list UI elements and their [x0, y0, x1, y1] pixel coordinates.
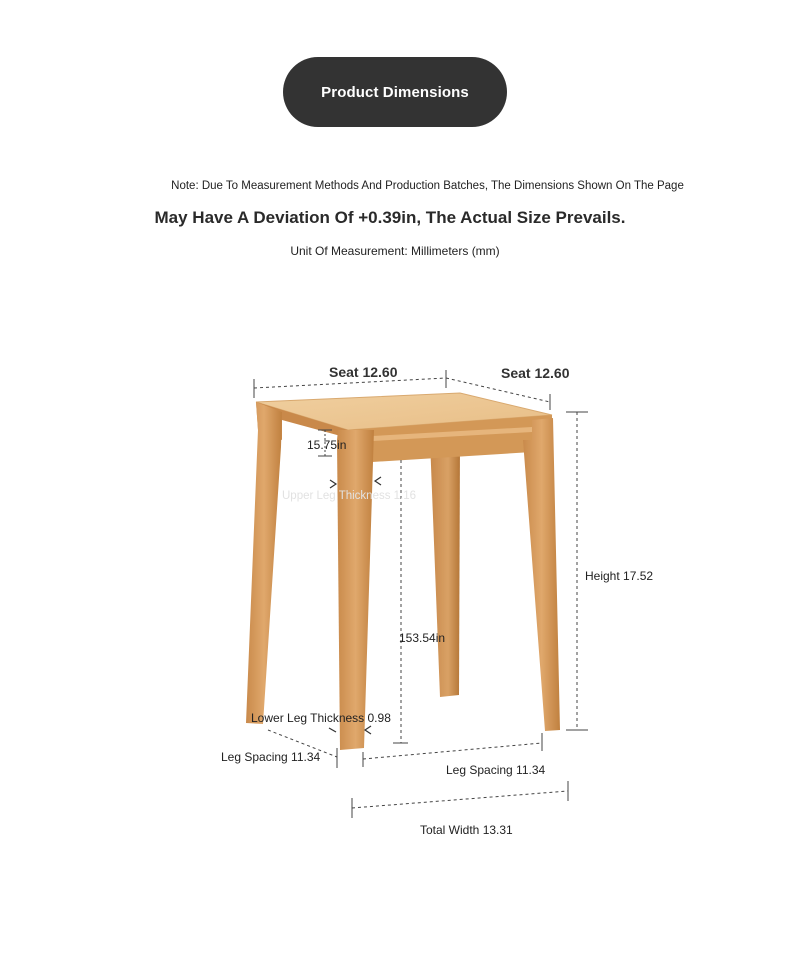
leg-spacing-right-label: Leg Spacing 11.34 [446, 763, 546, 777]
leg-spacing-left-label: Leg Spacing 11.34 [221, 750, 321, 764]
total-width-label: Total Width 13.31 [420, 823, 513, 837]
inner-height-label: 153.54in [399, 631, 446, 645]
lower-leg-thickness-label: Lower Leg Thickness 0.98 [251, 711, 391, 725]
seat-left-label: Seat 12.60 [329, 364, 398, 380]
front-leg-right [523, 418, 560, 731]
unit-of-measurement: Unit Of Measurement: Millimeters (mm) [290, 244, 500, 258]
note-line-2: May Have A Deviation Of +0.39in, The Actual Size Prevails. [154, 208, 626, 227]
back-leg-right [430, 440, 460, 697]
product-dimensions-button[interactable]: Product Dimensions [283, 57, 507, 127]
front-leg-front [337, 430, 374, 750]
note-line-1: Note: Due To Measurement Methods And Production Batches, The Dimensions Shown On The Page [171, 180, 684, 192]
seat-right-label: Seat 12.60 [501, 365, 570, 381]
height-label: Height 17.52 [585, 569, 654, 583]
upper-leg-thickness-label: Upper Leg Thickness 1.16 [282, 490, 417, 502]
front-leg-left [246, 402, 282, 724]
apron-height-label: 15.75in [307, 438, 347, 452]
